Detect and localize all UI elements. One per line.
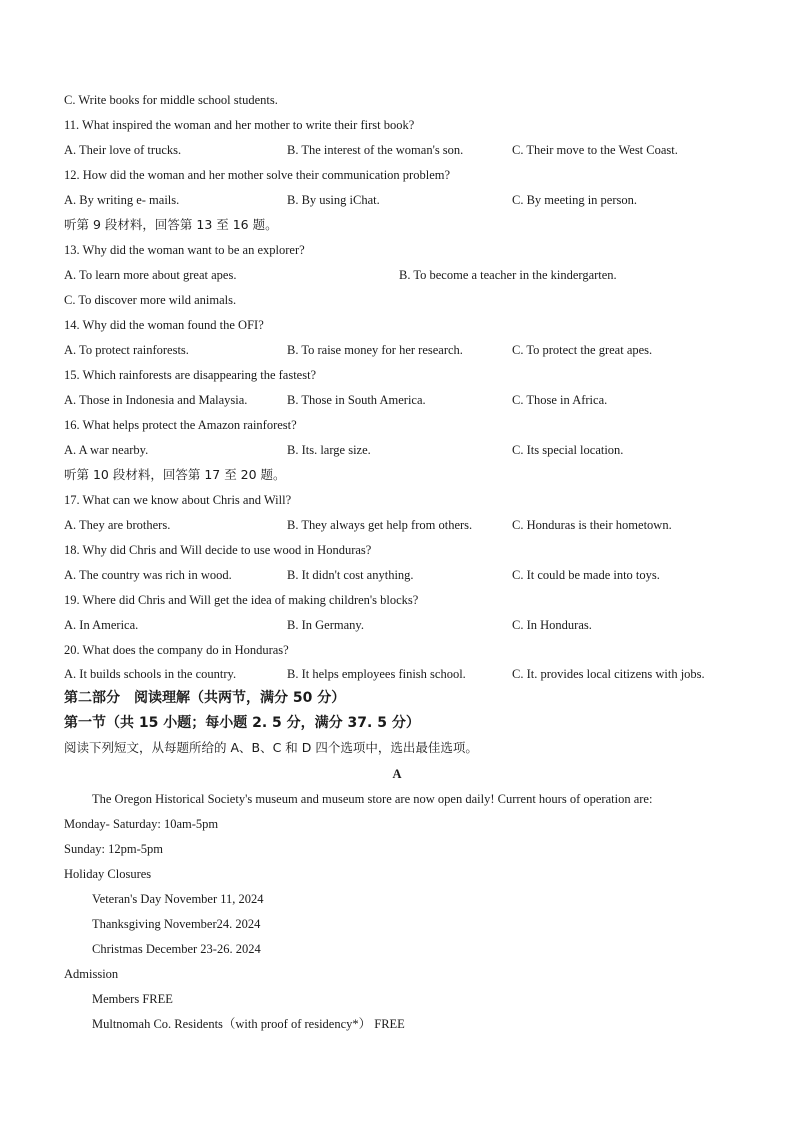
holiday-christmas: Christmas December 23-26. 2024 [92,942,261,956]
q16-stem: 16. What helps protect the Amazon rainforest? [64,418,297,432]
q19-option-b: B. In Germany. [287,618,364,632]
q18-option-c: C. It could be made into toys. [512,568,660,582]
q11-stem: 11. What inspired the woman and her mother to write their first book? [64,118,415,132]
q11-option-c: C. Their move to the West Coast. [512,143,678,157]
q14-option-b: B. To raise money for her research. [287,343,463,357]
q17-option-a: A. They are brothers. [64,518,171,532]
q13-option-a: A. To learn more about great apes. [64,268,237,282]
part2-instruction: 阅读下列短文，从每题所给的 A、B、C 和 D 四个选项中，选出最佳选项。 [64,740,478,755]
q14-stem: 14. Why did the woman found the OFI? [64,318,264,332]
hours-sunday: Sunday: 12pm-5pm [64,842,163,856]
q13-option-c: C. To discover more wild animals. [64,293,237,307]
q13-stem: 13. Why did the woman want to be an explorer? [64,243,305,257]
admission-residents: Multnomah Co. Residents（with proof of residency*） FREE [92,1017,405,1031]
q19-stem: 19. Where did Chris and Will get the idea of making children's blocks? [64,593,419,607]
q12-option-b: B. By using iChat. [287,193,380,207]
q19-option-a: A. In America. [64,618,139,632]
section-9-instruction: 听第 9 段材料，回答第 13 至 16 题。 [64,217,278,232]
q20-option-b: B. It helps employees finish school. [287,667,466,681]
q15-option-c: C. Those in Africa. [512,393,608,407]
admission-members: Members FREE [92,992,173,1006]
part2-section1-title: 第一节（共 15 小题；每小题 2. 5 分，满分 37. 5 分） [64,715,420,731]
q16-option-a: A. A war nearby. [64,443,149,457]
q14-option-c: C. To protect the great apes. [512,343,653,357]
holiday-closures-heading: Holiday Closures [64,867,152,881]
hours-weekday: Monday- Saturday: 10am-5pm [64,817,219,831]
holiday-veterans-day: Veteran's Day November 11, 2024 [92,892,264,906]
q18-stem: 18. Why did Chris and Will decide to use wood in Honduras? [64,543,372,557]
q12-stem: 12. How did the woman and her mother solve their communication problem? [64,168,451,182]
passage-label: A [392,767,402,781]
q17-stem: 17. What can we know about Chris and Will? [64,493,292,507]
q13-option-b: B. To become a teacher in the kindergarten. [399,268,617,282]
part2-title: 第二部分 阅读理解（共两节，满分 50 分） [64,690,346,706]
q11-option-b: B. The interest of the woman's son. [287,143,464,157]
q18-option-a: A. The country was rich in wood. [64,568,232,582]
q16-option-b: B. Its. large size. [287,443,371,457]
q14-option-a: A. To protect rainforests. [64,343,189,357]
admission-heading: Admission [64,967,119,981]
q19-option-c: C. In Honduras. [512,618,592,632]
q20-option-c: C. It. provides local citizens with jobs. [512,667,705,681]
q20-stem: 20. What does the company do in Honduras? [64,643,289,657]
q12-option-a: A. By writing e- mails. [64,193,180,207]
q10-option-c: C. Write books for middle school students. [64,93,278,107]
q16-option-c: C. Its special location. [512,443,624,457]
q15-option-b: B. Those in South America. [287,393,426,407]
q17-option-c: C. Honduras is their hometown. [512,518,672,532]
q18-option-b: B. It didn't cost anything. [287,568,414,582]
holiday-thanksgiving: Thanksgiving November24. 2024 [92,917,261,931]
q11-option-a: A. Their love of trucks. [64,143,182,157]
q17-option-b: B. They always get help from others. [287,518,473,532]
passage-intro: The Oregon Historical Society's museum and museum store are now open daily! Current hours of operation are: [92,792,653,806]
q20-option-a: A. It builds schools in the country. [64,667,237,681]
q12-option-c: C. By meeting in person. [512,193,637,207]
section-10-instruction: 听第 10 段材料，回答第 17 至 20 题。 [64,467,286,482]
q15-option-a: A. Those in Indonesia and Malaysia. [64,393,248,407]
q15-stem: 15. Which rainforests are disappearing the fastest? [64,368,317,382]
